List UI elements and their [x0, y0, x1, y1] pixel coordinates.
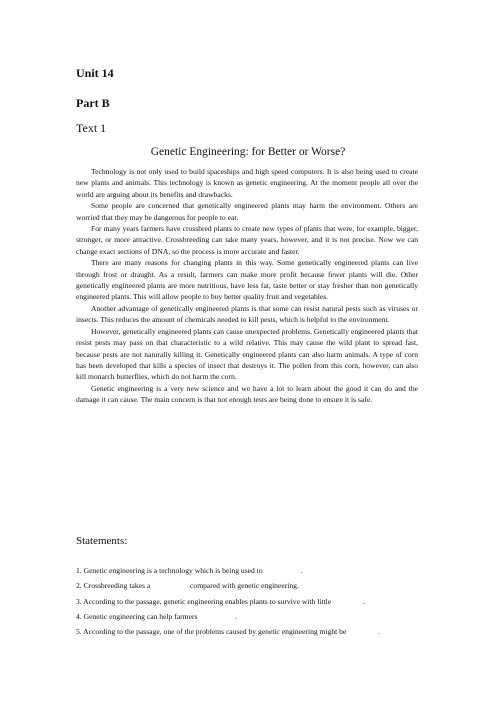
paragraph: However, genetically engineered plants can cause unexpected problems. Genetically engineered plants that resist pests may pass on that characteristic to a wild relative. This may cause the wild plant to spread fast, because pests are not naturally killing it. Genetically engineered plants can also harm animals. A type of corn has been developed that kills a species of insect that destroys it. The pollen from this corn, however, can also kill monarch butterflies, which do not harm the corn.	[76, 326, 418, 382]
paragraph: For many years farmers have crossbred plants to create new types of plants that were, for example, bigger, stronger, or more attractive. Crossbreeding can take many years, however, and it is not precise. Now we can change exact sections of DNA, so the process is more accurate and faster.	[76, 224, 418, 256]
statement-text: 1. Genetic engineering is a technology which is being used to	[76, 566, 263, 575]
statement-item	[76, 624, 421, 639]
statement-text: 2. Crossbreeding takes a	[76, 581, 151, 591]
unit-heading: Unit 14	[76, 66, 114, 80]
statement-text: 4. Genetic engineering can help farmers	[76, 611, 198, 621]
paragraph: Genetic engineering is a very new science and we have a lot to learn about the good it can do and the damage it can cause. The main concern is that not enough tests are being done to ensure it is safe.	[76, 383, 418, 405]
statement-item	[76, 563, 421, 578]
statement-text-after: compared with genetic engineering.	[190, 581, 299, 591]
passage-body	[76, 166, 418, 406]
statement-text-after: .	[362, 596, 365, 606]
statement-text-after: .	[300, 566, 303, 575]
statement-text: 3. According to the passage, genetic engineering enables plants to survive with little	[76, 596, 332, 606]
statement-item	[76, 578, 421, 593]
paragraph: There are many reasons for changing plants in this way. Some genetically engineered plants can live through frost or draught. As a result, farmers can make more profit because fewer plants will die. Other genetically engineered plants are more nutritious, have less fat, taste better or stay fresher than non genetically engineered plants. This will allow people to buy better quality fruit and vegetables.	[76, 258, 418, 302]
statement-text-after: .	[378, 627, 381, 637]
statements-list	[76, 563, 421, 639]
statement-text-after: .	[235, 611, 238, 621]
text-label: Text 1	[76, 121, 107, 135]
paragraph: Some people are concerned that genetically engineered plants may harm the environment. Others are worried that they may be dangerous for people to eat.	[76, 201, 418, 222]
statement-item	[76, 609, 421, 624]
paragraph: Another advantage of genetically engineered plants is that some can resist natural pests such as viruses or insects. This reduces the amount of chemicals needed to kill pests, which is helpful to the environment.	[76, 303, 418, 325]
passage-title: Genetic Engineering: for Better or Worse?	[150, 146, 346, 158]
part-heading: Part B	[76, 96, 110, 110]
statement-item	[76, 594, 421, 609]
statements-heading: Statements:	[76, 535, 128, 547]
paragraph: Technology is not only used to build spaceships and high speed computers. It is also being used to create new plants and animals. This technology is known as genetic engineering. At the moment people all over the world are arguing about its benefits and drawbacks.	[76, 167, 418, 199]
statement-text: 5. According to the passage, one of the problems caused by genetic engineering might be	[76, 627, 347, 637]
